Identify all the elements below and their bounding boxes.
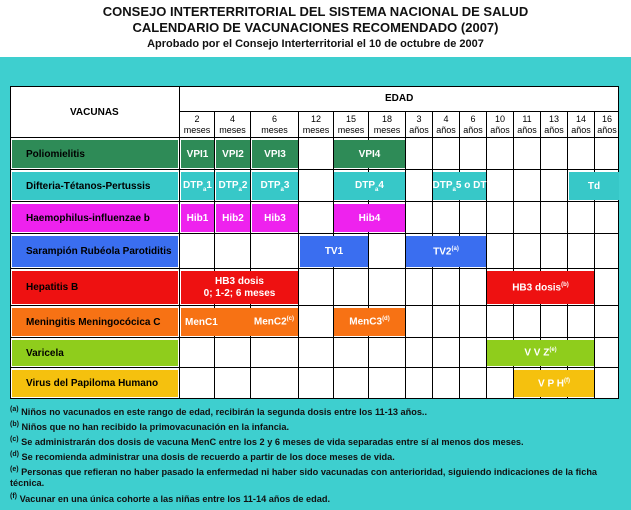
footnote-c: $^{(c)}$ Se administrarán dos dosis de vacuna MenC entre los 2 y 6 meses de vida separadas entre sí al menos dos meses. bbox=[10, 436, 524, 448]
age-header: EDAD bbox=[385, 93, 414, 104]
dose-tv1: TV1 bbox=[300, 236, 368, 267]
dose-hb3-catchup: HB3 dosis$^{(b)}$ bbox=[487, 271, 594, 304]
dose-hib1: Hib1 bbox=[181, 204, 214, 232]
dose-hib2: Hib2 bbox=[216, 204, 250, 232]
vaccine-name-dtp: Difteria-Tétanos-Pertussis bbox=[12, 172, 178, 200]
footnote-a: $^{(a)}$ Niños no vacunados en este rango de edad, recibirán la segunda dosis entre los 11-13 años.. bbox=[10, 406, 428, 418]
col-divider bbox=[594, 111, 595, 399]
dose-menc1-2: MenC1 MenC2$^{(c)}$ bbox=[181, 308, 298, 336]
dose-hb3-infant: HB3 dosis 0; 1-2; 6 meses bbox=[181, 271, 298, 304]
row-divider bbox=[10, 169, 619, 170]
footnote-d: $^{(d)}$ Se recomienda administrar una dosis de recuerdo a partir de los doce meses de vida. bbox=[10, 451, 395, 463]
age-col-12m: 12 meses bbox=[302, 114, 330, 135]
dose-vpi1: VPI1 bbox=[181, 140, 214, 168]
row-divider bbox=[10, 233, 619, 234]
age-col-4m: 4 meses bbox=[219, 114, 246, 135]
row-divider bbox=[180, 111, 619, 112]
age-col-2m: 2 meses bbox=[183, 114, 211, 135]
dose-hib4: Hib4 bbox=[334, 204, 405, 232]
age-col-15m: 15 meses bbox=[337, 114, 365, 135]
row-divider bbox=[10, 305, 619, 306]
age-col-11a: 11 años bbox=[517, 114, 537, 135]
dose-dtpa5-or-dt: $DTP_a5$ o DT bbox=[433, 172, 486, 200]
dose-dtpa2: $DTP_a2$ bbox=[216, 172, 250, 200]
col-divider bbox=[298, 111, 299, 399]
row-divider bbox=[10, 201, 619, 202]
row-divider bbox=[10, 137, 619, 138]
vaccine-name-menc: Meningitis Meningocócica C bbox=[12, 308, 178, 336]
dose-vpi4: VPI4 bbox=[334, 140, 405, 168]
vaccines-header: VACUNAS bbox=[70, 107, 119, 118]
age-col-16a: 16 años bbox=[597, 114, 617, 135]
age-col-6a: 6 años bbox=[463, 114, 483, 135]
footnote-e: $^{(e)}$ Personas que refieran no haber pasado la enfermedad ni haber sido vacunadas con anterioridad, siguiendo indicaciones de la ficha técnica. bbox=[10, 466, 598, 489]
vaccine-name-varicela: Varicela bbox=[12, 340, 178, 366]
dose-dtpa4: $DTP_a4$ bbox=[334, 172, 405, 200]
dose-dtpa1: $DTP_a1$ bbox=[181, 172, 214, 200]
footnote-f: $^{(f)}$ Vacunar en una única cohorte a las niñas entre los 11-14 años de edad. bbox=[10, 493, 331, 505]
dose-vph: V P $H^{(f)}$ bbox=[514, 370, 594, 397]
dose-dtpa3: $DTP_a3$ bbox=[252, 172, 298, 200]
vaccine-name-srp: Sarampión Rubéola Parotiditis bbox=[12, 236, 178, 267]
title-line-3: Aprobado por el Consejo Interterritorial el 10 de octubre de 2007 bbox=[147, 38, 484, 50]
age-col-14a: 14 años bbox=[571, 114, 591, 135]
age-col-10a: 10 años bbox=[490, 114, 510, 135]
vaccine-name-hepb: Hepatitis B bbox=[12, 271, 178, 304]
dose-vpi2: VPI2 bbox=[216, 140, 250, 168]
age-col-4a: 4 años bbox=[436, 114, 456, 135]
vaccine-name-hib: Haemophilus-influenzae b bbox=[12, 204, 178, 232]
vaccine-name-polio: Poliomielitis bbox=[12, 140, 178, 168]
row-divider bbox=[10, 367, 619, 368]
footnote-b: $^{(b)}$ Niños que no han recibido la primovacunación en la infancia. bbox=[10, 421, 290, 433]
age-col-3a: 3 años bbox=[409, 114, 429, 135]
dose-vvz: V V $Z^{(e)}$ bbox=[487, 340, 594, 366]
col-divider bbox=[250, 111, 251, 399]
age-col-6m: 6 meses bbox=[261, 114, 288, 135]
col-divider bbox=[214, 111, 215, 399]
vaccine-name-vph: Virus del Papiloma Humano bbox=[12, 370, 178, 397]
age-col-13a: 13 años bbox=[544, 114, 564, 135]
age-col-18m: 18 meses bbox=[373, 114, 401, 135]
dose-hib3: Hib3 bbox=[252, 204, 298, 232]
row-divider bbox=[10, 268, 619, 269]
dose-tv2: TV2$^{(a)}$ bbox=[406, 236, 486, 267]
row-divider bbox=[10, 337, 619, 338]
dose-menc3: MenC3$^{(d)}$ bbox=[334, 308, 405, 336]
title-line-1: CONSEJO INTERTERRITORIAL DEL SISTEMA NACIONAL DE SALUD bbox=[102, 4, 529, 19]
dose-td: Td bbox=[569, 172, 619, 200]
dose-vpi3: VPI3 bbox=[252, 140, 298, 168]
title-line-2: CALENDARIO DE VACUNACIONES RECOMENDADO (2007) bbox=[132, 20, 499, 35]
